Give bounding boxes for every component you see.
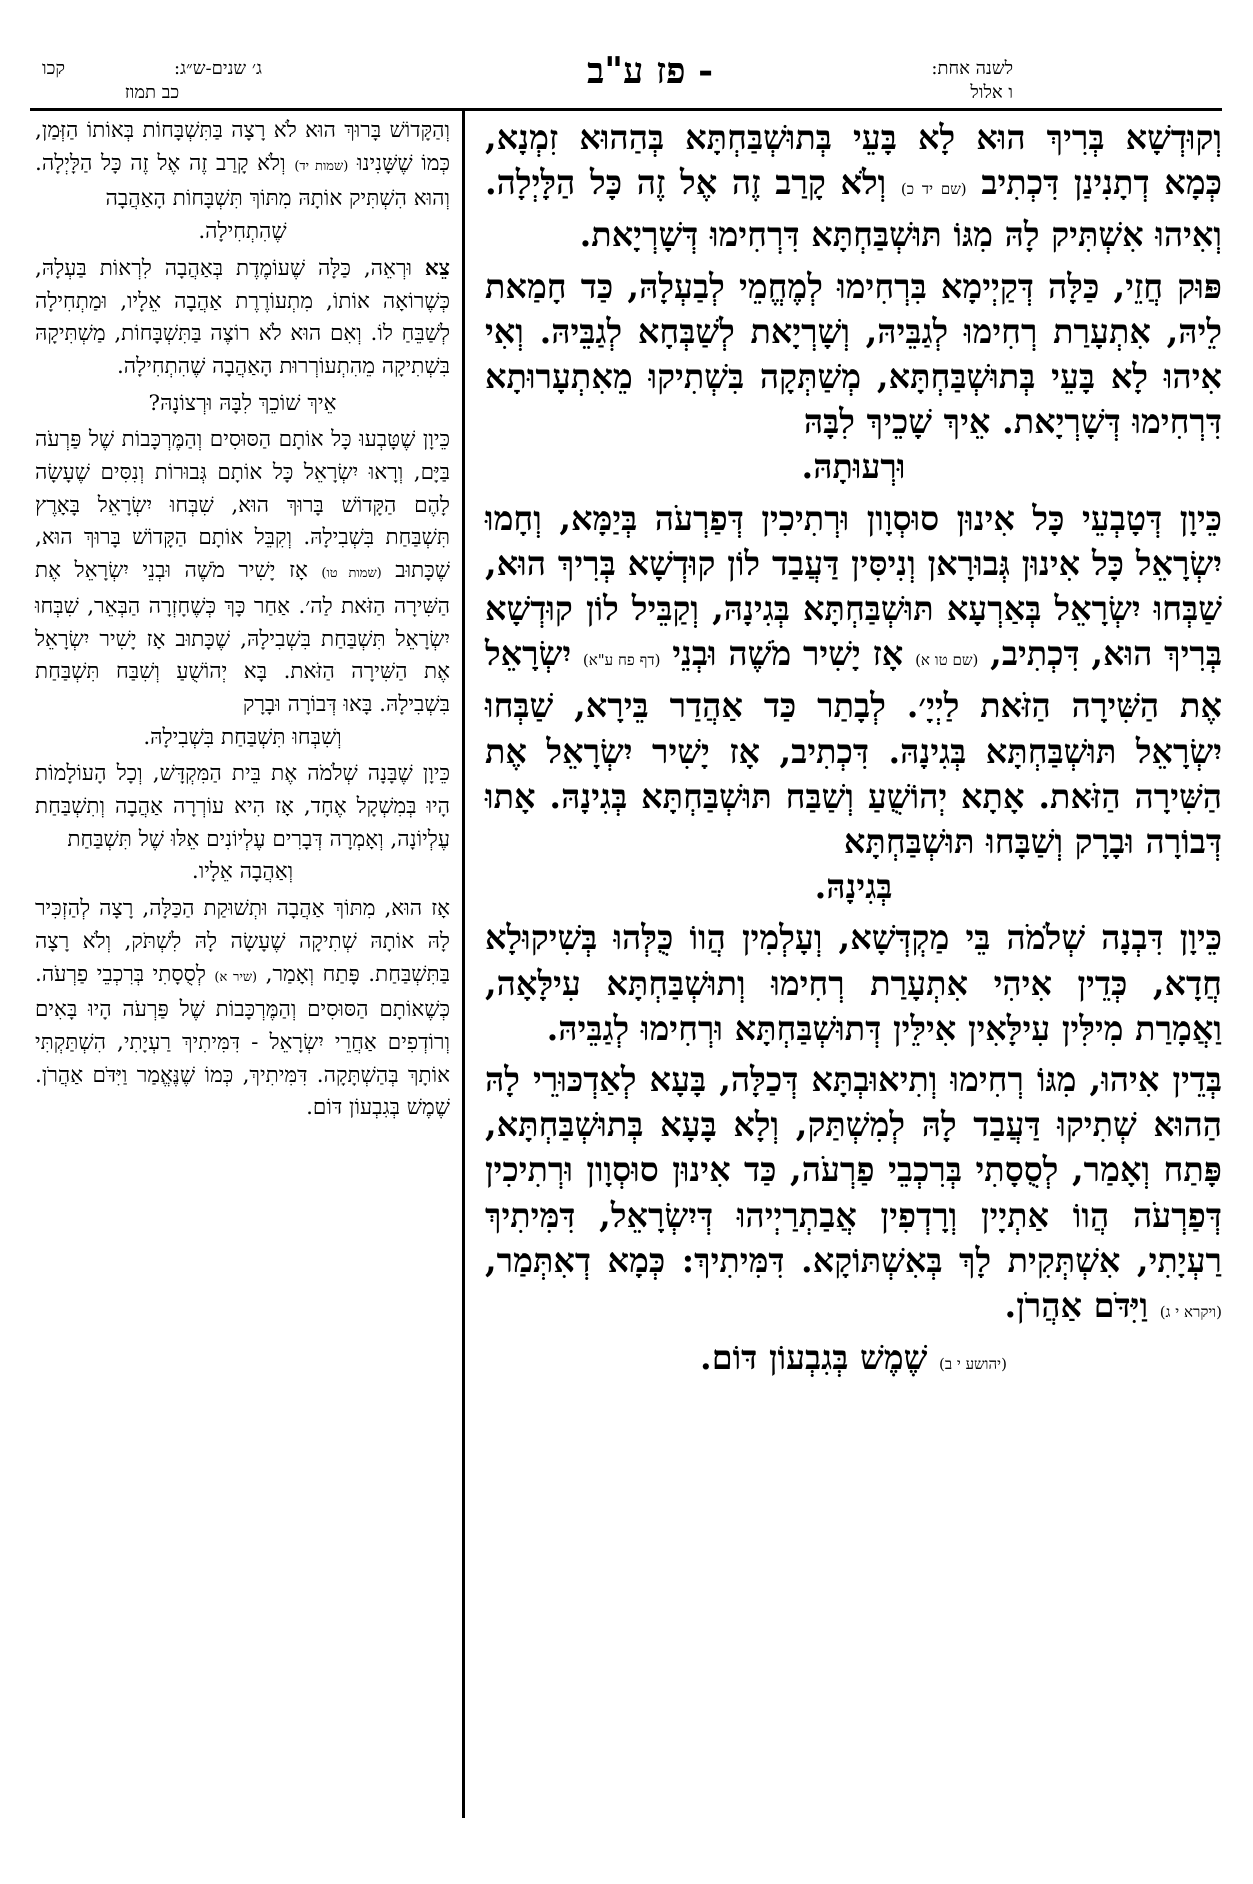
source-reference: (שמות טו)	[321, 566, 382, 582]
side-paragraph-2: צֵא וּרְאֵה, כַּלָּה שֶׁעוֹמֶדֶת בְּאַהֲבָה לִרְאוֹת בַּעְלָהּ, כְּשֶׁרוֹאָה אוֹתוֹ, מִתְעוֹרֶרֶת אַהֲבָה אֵלָיו, וּמַתְחִילָה לְשַׁבֵּחַ לוֹ. וְאִם הוּא לֹא רוֹצֶה בַּתִּשְׁבָּחוֹת, מַשְׁתִּיקָהּ בִּשְׁתִיקָה מֵהִתְעוֹרְרוּת הָאַהֲבָה שֶׁהִתְחִילָה.	[35, 255, 450, 379]
source-reference: (שם טו א)	[915, 651, 979, 670]
main-column	[485, 115, 1222, 1835]
side-paragraph-5: כֵּיוָן שֶׁבָּנָה שְׁלֹמֹה אֶת בֵּית הַמִּקְדָּשׁ, וְכָל הָעוֹלָמוֹת הָיוּ בְּמִשְׁקָל אֶחָד, אָז הִיא עוֹרְרָה אַהֲבָה וְתִשְׁבַּחַת עֶלְיוֹנָה, וְאָמְרָה דְּבָרִים עֶלְיוֹנִים אֵלּוּ שֶׁל תִּשְׁבַּחַת וְאַהֲבָה אֵלָיו.	[35, 761, 450, 885]
source-reference: (ויקרא י ג)	[1159, 1303, 1222, 1322]
page-reference: (דף פח ע"א)	[582, 651, 661, 670]
header-page-number: קכו	[42, 58, 66, 79]
side-paragraph-1: וְהַקָּדוֹשׁ בָּרוּךְ הוּא לֹא רָצָה בַּתִּשְׁבָּחוֹת בְּאוֹתוֹ הַזְּמַן, כְּמוֹ שֶׁשָּׁנִינוּ (שמות יד) וְלֹא קָרַב זֶה אֶל זֶה כָּל הַלָּיְלָה. וְהוּא הִשְׁתִּיק אוֹתָהּ מִתּוֹךְ תִּשְׁבָּחוֹת הָאַהֲבָה שֶׁהִתְחִילָה.	[35, 118, 450, 245]
header-date: כב תמוז	[124, 82, 180, 103]
side-paragraph-4: כֵּיוָן שֶׁטָּבְעוּ כָּל אוֹתָם הַסּוּסִים וְהַמֶּרְכָּבוֹת שֶׁל פַּרְעֹה בַּיָּם, וְרָאוּ יִשְׂרָאֵל כָּל אוֹתָם גְּבוּרוֹת וְנִסִּים שֶׁעָשָׂה לָהֶם הַקָּדוֹשׁ בָּרוּךְ הוּא, שִׁבְּחוּ יִשְׂרָאֵל בָּאָרֶץ תִּשְׁבַּחַת בִּשְׁבִילָהּ. וְקִבֵּל אוֹתָם הַקָּדוֹשׁ בָּרוּךְ הוּא, שֶׁכָּתוּב (שמות טו) אָז יָשִׁיר מֹשֶׁה וּבְנֵי יִשְׂרָאֵל אֶת הַשִּׁירָה הַזֹּאת לַה׳. אַחַר כָּךְ כְּשֶׁחָזְרָה הַבְּאֵר, שִׁבְּחוּ יִשְׂרָאֵל תִּשְׁבַּחַת בִּשְׁבִילָהּ, שֶׁכָּתוּב אָז יָשִׁיר יִשְׂרָאֵל אֶת הַשִּׁירָה הַזֹּאת. בָּא יְהוֹשֻׁעַ וְשִׁבַּח תִּשְׁבַּחַת בִּשְׁבִילָהּ. בָּאוּ דְּבוֹרָה וּבָרָק וְשִׁבְּחוּ תִּשְׁבַּחַת בִּשְׁבִילָהּ.	[35, 427, 450, 750]
main-paragraph-4: כֵּיוָן דִּבְנָה שְׁלֹמֹה בֵּי מַקְדְּשָׁא, וְעָלְמִין הֲווֹ כֻּלְּהוּ בְּשִׁיקוּלָא חֲדָא, כְּדֵין אִיהִי אִתְעָרַת רְחִימוּ וְתוּשְׁבַּחְתָּא עִילָּאָה, וַאֲמָרַת מִילִּין עִילָּאִין אִילֵּין דְּתוּשְׁבַּחְתָּא וּרְחִימוּ לְגַבֵּיהּ.	[485, 918, 1222, 1048]
source-reference: (שיר א)	[214, 969, 258, 985]
main-paragraph-1: וְקוּדְשָׁא בְּרִיךְ הוּא לָא בָּעֵי בְּתוּשְׁבַּחְתָּא בְּהַהוּא זִמְנָא, כְּמָא דְתָנִינַן דִּכְתִיב (שם יד כ) וְלֹא קָרַב זֶה אֶל זֶה כָּל הַלָּיְלָה. וְאִיהוּ אִשְׁתִּיק לָהּ מִגּוֹ תּוּשְׁבַּחְתָּא דִּרְחִימוּ דְּשָׁרְיָאת.	[485, 118, 1222, 255]
header-right	[893, 57, 1013, 105]
source-reference: (יהושע י ב)	[939, 1355, 1007, 1374]
header-schedule-date: ו אלול	[970, 82, 1013, 103]
source-reference: (שמות יד)	[294, 158, 349, 174]
header-years: ג׳ שנים-ש״ג:	[173, 58, 262, 79]
header-divider	[30, 108, 1222, 111]
page-title: - פז ע"ב	[586, 50, 714, 92]
translation-column	[35, 115, 450, 1835]
source-reference: (שם יד כ)	[900, 180, 967, 199]
main-paragraph-3: כֵּיוָן דְּטָבְעֵי כָּל אִינוּן סוּסְוָון וּרְתִיכִין דְּפַרְעֹה בְּיַמָּא, וְחָמוּ יִשְׂרָאֵל כָּל אִינוּן גְּבוּרָאן וְנִיסִּין דַּעֲבַד לוֹן קוּדְשָׁא בְּרִיךְ הוּא, שַׁבְּחוּ יִשְׂרָאֵל בְּאַרְעָא תּוּשְׁבַּחְתָּא בְּגִינָהּ, וְקַבֵּיל לוֹן קוּדְשָׁא בְּרִיךְ הוּא, דִּכְתִיב, (שם טו א) אָז יָשִׁיר מֹשֶׁה וּבְנֵי (דף פח ע"א) יִשְׂרָאֵל אֶת הַשִּׁירָה הַזֹּאת לַיְיָ׳. לְבָתַר כַּד אַהֲדַר בֵּירָא, שַׁבְּחוּ יִשְׂרָאֵל תּוּשְׁבַּחְתָּא בְּגִינָהּ. דִּכְתִיב, אָז יָשִׁיר יִשְׂרָאֵל אֶת הַשִּׁירָה הַזֹּאת. אָתָא יְהוֹשֻׁעַ וְשַׁבַּח תּוּשְׁבַּחְתָּא בְּגִינָהּ. אָתוּ דְּבוֹרָה וּבָרָק וְשַׁבָּחוּ תּוּשְׁבַּחְתָּא בְּגִינָהּ.	[485, 498, 1223, 907]
side-paragraph-6: אָז הוּא, מִתּוֹךְ אַהֲבָה וּתְשׁוּקַת הַכַּלָּה, רָצָה לְהַזְכִּיר לָהּ אוֹתָהּ שְׁתִיקָה שֶׁעָשָׂה לָהּ לִשְׁתֹּק, וְלֹא רָצָה בַּתִּשְׁבַּחַת. פָּתַח וְאָמַר, (שיר א) לְסֻסָתִי בְּרִכְבֵי פַרְעֹה. כְּשֶׁאוֹתָם הַסּוּסִים וְהַמֶּרְכָּבוֹת שֶׁל פַּרְעֹה הָיוּ בָּאִים וְרוֹדְפִים אַחֲרֵי יִשְׂרָאֵל - דִּמִּיתִיךְ רַעְיָתִי, הִשְׁתַּקְתִּי אוֹתָךְ בְּהַשְׁתָּקָה. דִּמִּיתִיךְ, כְּמוֹ שֶׁנֶּאֱמַר וַיִּדֹּם אַהֲרֹן. שֶׁמֶשׁ בְּגִבְעוֹן דּוֹם.	[35, 896, 451, 1121]
side-paragraph-3: אֵיךְ שׁוֹכֵךְ לִבָּהּ וּרְצוֹנָהּ?	[148, 390, 337, 416]
main-paragraph-5: בְּדֵין אִיהוּ, מִגּוֹ רְחִימוּ וְתִיאוּבְתָּא דְּכַלָּה, בָּעָא לְאַדְכּוּרֵי לָהּ הַהוּא שְׁתִיקוּ דַּעֲבַד לָהּ לְמִשְׁתַּק, וְלָא בָּעָא בְּתוּשְׁבַּחְתָּא, פָּתַח וְאָמַר, לְסֻסָתִי בְּרִכְבֵי פַרְעֹה, כַּד אִינוּן סוּסְוָון וּרְתִיכִין דְּפַרְעֹה הֲווֹ אַתְיָין וְרָדְפִין אֲבַתְרַיְיהוּ דְּיִשְׂרָאֵל, דִּמִּיתִיךְ רַעְיָתִי, אִשְׁתְּקִית לָךְ בְּאִשְׁתּוֹקָא. דִּמִּיתִיךְ: כְּמָא דְאִתְּמַר, (ויקרא י ג) וַיִּדֹּם אַהֲרֹן. (יהושע י ב) שֶׁמֶשׁ בְּגִבְעוֹן דּוֹם.	[485, 1060, 1222, 1378]
header-left	[42, 57, 262, 105]
header-schedule: לשנה אחת:	[931, 58, 1013, 79]
main-paragraph-2: פּוּק חֲזֵי, כַּלָּה דְּקַיְימָא בִּרְחִימוּ לְמֶחֱמֵי לְבַעְלָהּ, כַּד חָמַאת לֵיהּ, אִתְעָרַת רְחִימוּ לְגַבֵּיהּ, וְשָׁרְיָאת לְשַׁבְּחָא לְגַבֵּיהּ. וְאִי אִיהוּ לָא בָּעֵי בְּתוּשְׁבַּחְתָּא, מְשַׁתְּקָה בִּשְׁתִיקוּ מֵאִתְעָרוּתָא דִּרְחִימוּ דְּשָׁרְיָאת. אֵיךְ שָׁכֵיךְ לִבָּהּ וּרְעוּתָהּ.	[485, 266, 1222, 487]
column-divider	[462, 108, 465, 1818]
